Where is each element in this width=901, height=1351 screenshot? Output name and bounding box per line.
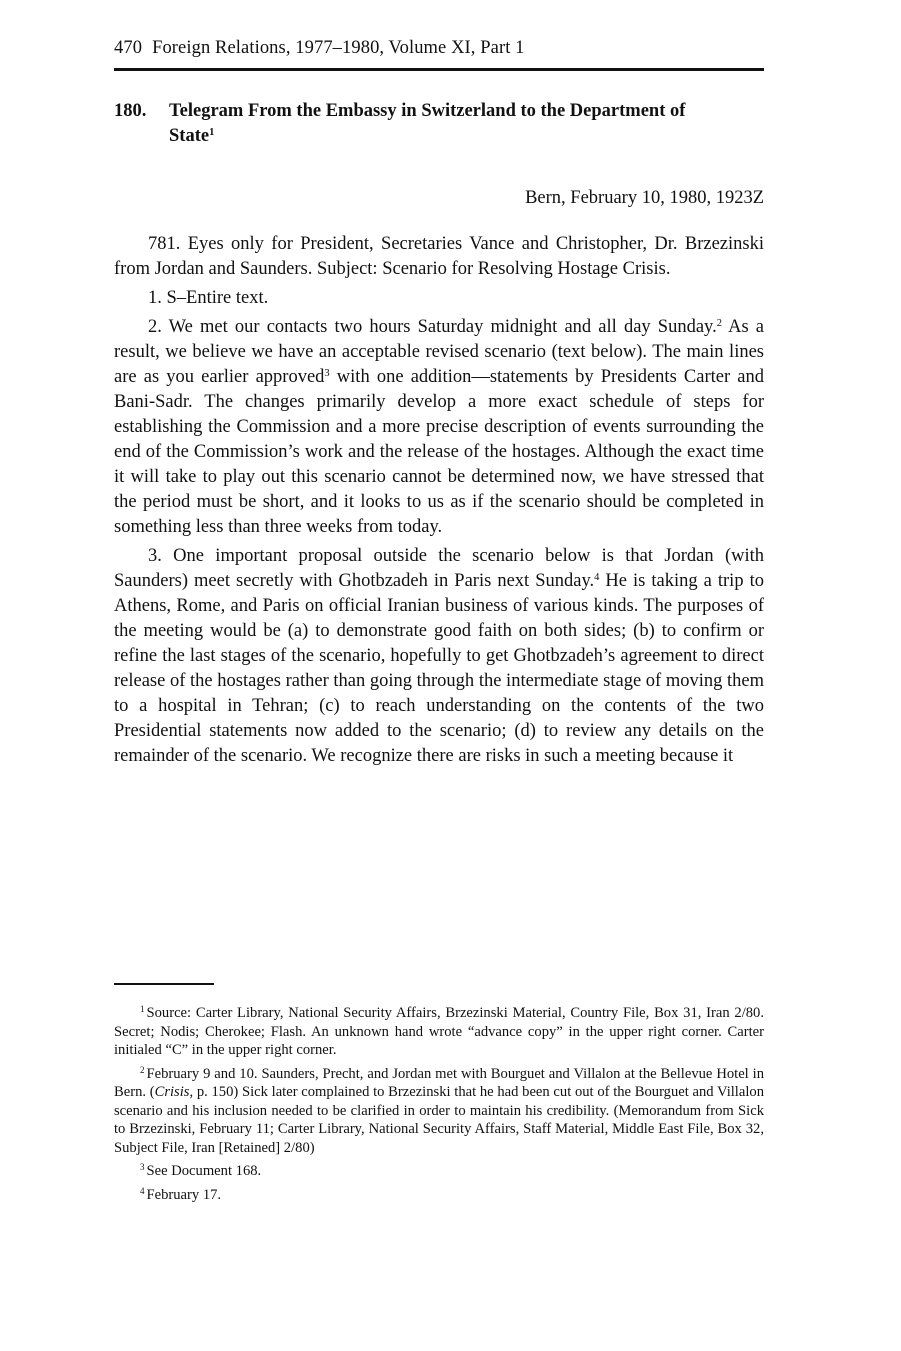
- footnote-3-marker: 3: [140, 1162, 145, 1172]
- footnotes: [114, 1004, 764, 1209]
- telegram-body: [114, 232, 764, 773]
- paragraph-3-text-b: He is taking a trip to Athens, Rome, and Paris on official Iranian business of various kinds. The purposes of the meeting would be (a) to demonstrate good faith on both sides; (b) to confirm or refine the last stages of the scenario, hopefully to get Ghotbzadeh’s agreement to direct release of the hostages rather than going through the intermediate stage of moving them to a hospital in Tehran; (c) to reach understanding on the contents of the two Presidential statements now added to the scenario; (d) to review any details on the remainder of the scenario. We recognize there are risks in such a meeting because it: [114, 571, 764, 766]
- paragraph-classification: 1. S–Entire text.: [148, 288, 269, 308]
- document-heading: [114, 99, 764, 149]
- document-title: [169, 99, 689, 149]
- footnote-4: [114, 1186, 764, 1205]
- footnote-4-marker: 4: [140, 1185, 145, 1196]
- footnote-3-text: See Document 168.: [146, 1163, 262, 1179]
- header-rule: [114, 68, 764, 71]
- paragraph-3: [114, 544, 764, 769]
- paragraph-intro: 781. Eyes only for President, Secretaries Vance and Christopher, Dr. Brzezinski from Jordan and Saunders. Subject: Scenario for Resolving Hostage Crisis.: [114, 234, 764, 279]
- document-title-text: Telegram From the Embassy in Switzerland to the Department of State: [169, 101, 686, 146]
- paragraph-2: [114, 315, 764, 540]
- paragraph-3-text-a: 3. One important proposal outside the scenario below is that Jordan (with Saunders) meet secretly with Ghotbzadeh in Paris next Sunday.: [114, 546, 764, 591]
- paragraph-2-text-b: As a result, we believe we have an acceptable revised scenario (text below). The main lines are as you earlier approved: [114, 317, 765, 387]
- footnote-1-marker: 1: [140, 1004, 145, 1014]
- footnote-rule: [114, 983, 214, 985]
- footnote-2-text-b: , p. 150) Sick later complained to Brzezinski that he had been cut out of the Bourguet and Villalon scenario and his inclusion needed to be clarified in order to maintain his credibility. (Memorandum from Sick to Brzezinski, February 11; Carter Library, National Security Affairs, Staff Material, Middle East File, Box 32, Subject File, Iran [Retained] 2/80): [114, 1084, 764, 1156]
- document-number: 180.: [114, 101, 147, 121]
- footnote-2-text-a: February 9 and 10. Saunders, Precht, and Jordan met with Bourguet and Villalon at the Bellevue Hotel in Bern. (: [114, 1065, 764, 1100]
- footnote-4-text: February 17.: [146, 1186, 222, 1203]
- footnote-3: [114, 1162, 764, 1181]
- footnote-1: [114, 1004, 764, 1060]
- footnote-1-text: Source: Carter Library, National Security Affairs, Brzezinski Material, Country File, Box 31, Iran 2/80. Secret; Nodis; Cherokee; Flash. An unknown hand wrote “advance copy” in the upper right corner. Carter initialed “C” in the upper right corner.: [114, 1005, 764, 1058]
- footnote-ref-1[interactable]: 1: [209, 127, 215, 138]
- dateline: Bern, February 10, 1980, 1923Z: [525, 188, 764, 208]
- footnote-ref-3[interactable]: 3: [324, 368, 330, 379]
- paragraph-2-text-a: 2. We met our contacts two hours Saturday midnight and all day Sunday.: [148, 317, 717, 337]
- footnote-2-marker: 2: [140, 1064, 145, 1075]
- footnote-ref-2[interactable]: 2: [716, 318, 722, 329]
- page-number: 470: [114, 38, 143, 58]
- footnote-2-italic-title: Crisis: [154, 1084, 190, 1100]
- paragraph-2-text-c: with one addition—statements by Presidents Carter and Bani-Sadr. The changes primarily develop a more exact schedule of steps for establishing the Commission and a more precise description of events surrounding the end of the Commission’s work and the release of the hostages. Although the exact time it will take to play out this scenario cannot be determined now, we have stressed that the period must be short, and it looks to us as if the scenario should be completed in something less than three weeks from today.: [114, 367, 764, 537]
- series-title: Foreign Relations, 1977–1980, Volume XI, Part 1: [152, 38, 525, 58]
- running-head: [114, 38, 764, 59]
- footnote-ref-4[interactable]: 4: [594, 572, 600, 583]
- footnote-2: [114, 1065, 764, 1158]
